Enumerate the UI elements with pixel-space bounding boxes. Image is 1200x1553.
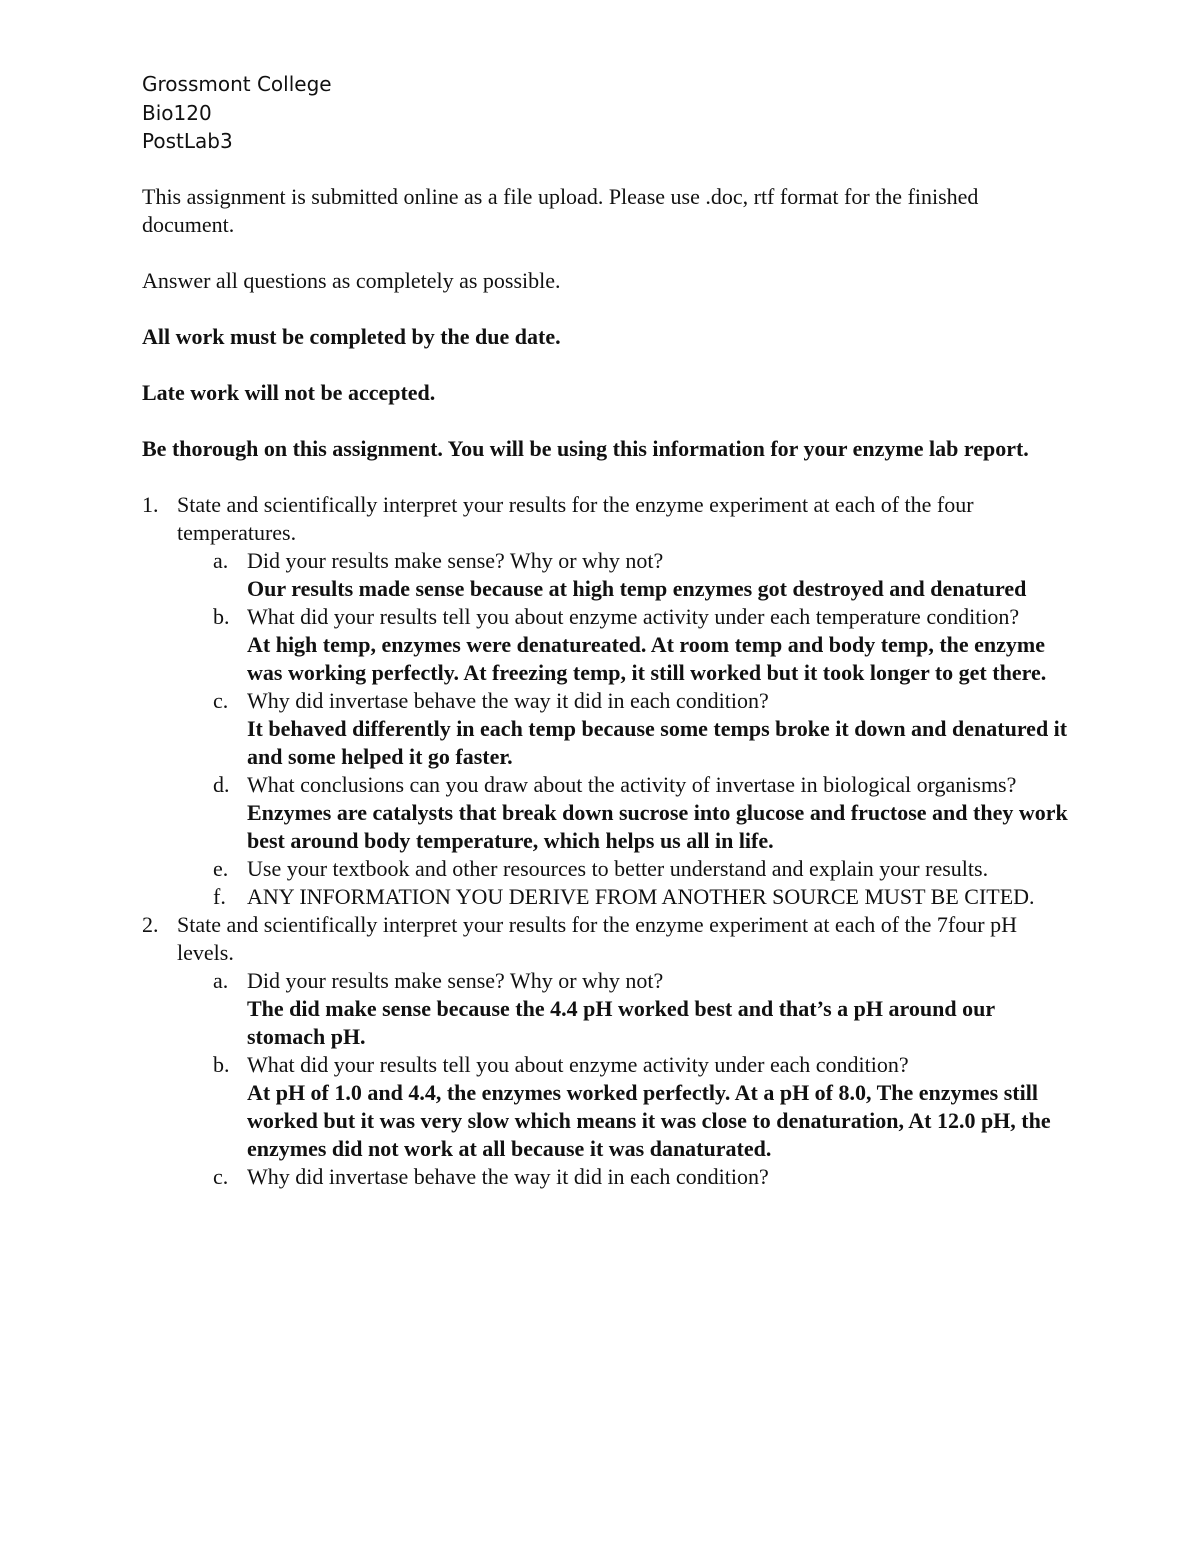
college-name: Grossmont College — [142, 72, 332, 96]
question-list — [142, 491, 1072, 1191]
question-item — [142, 491, 1072, 911]
question-number: 1. — [142, 492, 159, 517]
document-body — [142, 183, 1072, 1191]
sub-question-list — [177, 547, 1072, 911]
sub-question-text: Did your results make sense? Why or why not? — [247, 968, 664, 993]
sub-question-item — [177, 967, 1072, 1051]
sub-question-letter: b. — [213, 604, 230, 629]
sub-question-letter: d. — [213, 772, 230, 797]
upload-instructions: This assignment is submitted online as a file upload. Please use .doc, rtf format for the finished document. — [142, 184, 979, 237]
answer-text: The did make sense because the 4.4 pH worked best and that’s a pH around our stomach pH. — [247, 996, 995, 1049]
thorough-notice: Be thorough on this assignment. You will be using this information for your enzyme lab report. — [142, 436, 1029, 461]
sub-question-item — [177, 603, 1072, 687]
sub-question-letter: a. — [213, 548, 229, 573]
assignment-name: PostLab3 — [142, 129, 233, 153]
answer-text: Enzymes are catalysts that break down sucrose into glucose and fructose and they work best around body temperature, which helps us all in life. — [247, 800, 1068, 853]
sub-question-item — [177, 883, 1072, 911]
sub-question-text: What conclusions can you draw about the activity of invertase in biological organisms? — [247, 772, 1017, 797]
answer-text: At pH of 1.0 and 4.4, the enzymes worked perfectly. At a pH of 8.0, The enzymes still worked but it was very slow which means it was close to denaturation, At 12.0 pH, the enzymes did not work at all because it was danaturated. — [247, 1080, 1051, 1161]
sub-question-text: Why did invertase behave the way it did in each condition? — [247, 688, 769, 713]
question-text: State and scientifically interpret your results for the enzyme experiment at each of the four temperatures. — [177, 492, 974, 545]
sub-question-letter: b. — [213, 1052, 230, 1077]
answer-text: It behaved differently in each temp because some temps broke it down and denatured it and some helped it go faster. — [247, 716, 1068, 769]
sub-question-list — [177, 967, 1072, 1191]
question-item — [142, 911, 1072, 1191]
sub-question-text: What did your results tell you about enzyme activity under each condition? — [247, 1052, 909, 1077]
sub-question-item — [177, 1051, 1072, 1163]
question-number: 2. — [142, 912, 159, 937]
sub-question-item — [177, 771, 1072, 855]
sub-question-item — [177, 1163, 1072, 1191]
answer-text: At high temp, enzymes were denatureated. At room temp and body temp, the enzyme was working perfectly. At freezing temp, it still worked but it took longer to get there. — [247, 632, 1047, 685]
sub-question-letter: e. — [213, 856, 229, 881]
answer-text: Our results made sense because at high temp enzymes got destroyed and denatured — [247, 576, 1027, 601]
late-work-notice: Late work will not be accepted. — [142, 380, 436, 405]
due-date-notice: All work must be completed by the due date. — [142, 324, 561, 349]
sub-question-letter: f. — [213, 884, 226, 909]
sub-question-letter: a. — [213, 968, 229, 993]
question-text: State and scientifically interpret your results for the enzyme experiment at each of the 7four pH levels. — [177, 912, 1017, 965]
sub-question-text: Use your textbook and other resources to better understand and explain your results. — [247, 856, 989, 881]
sub-question-letter: c. — [213, 1164, 229, 1189]
document-header — [142, 70, 332, 156]
sub-question-text: What did your results tell you about enzyme activity under each temperature condition? — [247, 604, 1020, 629]
sub-question-text: ANY INFORMATION YOU DERIVE FROM ANOTHER SOURCE MUST BE CITED. — [247, 884, 1035, 909]
sub-question-item — [177, 547, 1072, 603]
sub-question-text: Did your results make sense? Why or why not? — [247, 548, 664, 573]
answer-all-instruction: Answer all questions as completely as possible. — [142, 268, 561, 293]
sub-question-letter: c. — [213, 688, 229, 713]
sub-question-item — [177, 855, 1072, 883]
sub-question-text: Why did invertase behave the way it did in each condition? — [247, 1164, 769, 1189]
course-code: Bio120 — [142, 100, 212, 125]
sub-question-item — [177, 687, 1072, 771]
